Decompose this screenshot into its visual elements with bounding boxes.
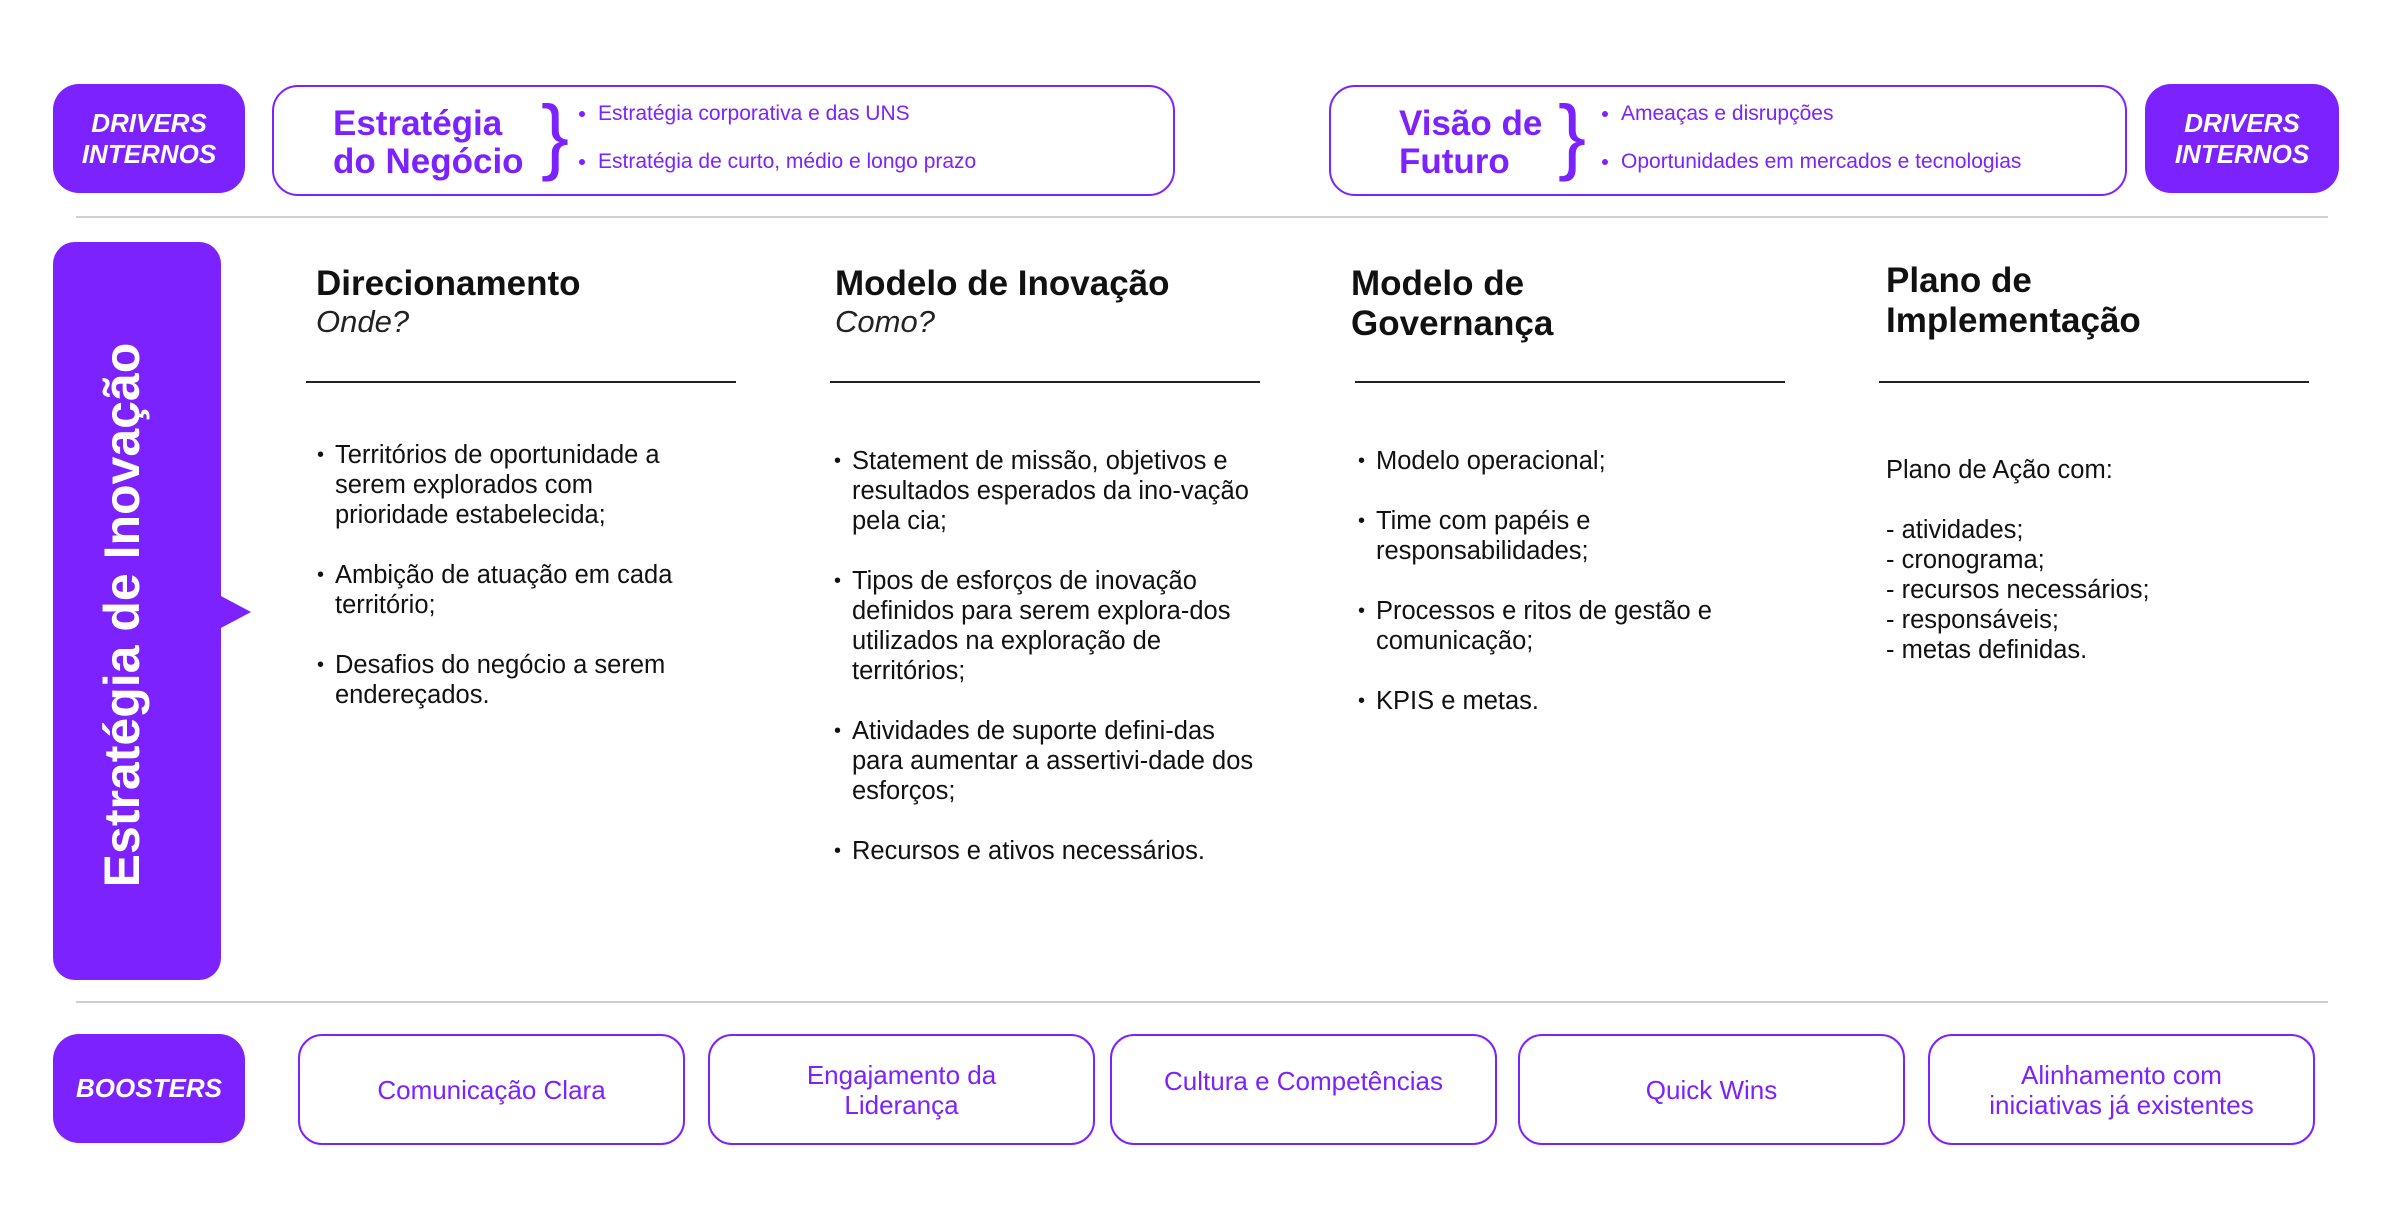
booster-comunicacao <box>298 1034 685 1145</box>
list-item: • Desafios do negócio a serem endereçados. <box>335 650 713 710</box>
column-underline <box>830 381 1260 383</box>
list-item: • Territórios de oportunidade a serem explorados com prioridade estabelecida; <box>335 440 713 530</box>
booster-quick-wins <box>1518 1034 1905 1145</box>
drivers-internos-right-badge <box>2145 84 2339 193</box>
column-underline <box>1879 381 2309 383</box>
column-subtitle: Como? <box>835 304 935 339</box>
estrategia-negocio-box <box>272 85 1175 196</box>
list-item: - responsáveis; <box>1886 606 2059 634</box>
column-plano-implementacao-list <box>1886 455 2306 665</box>
banner-arrow-icon <box>219 595 251 629</box>
column-direcionamento-list <box>313 440 713 740</box>
column-underline <box>1355 381 1785 383</box>
visao-futuro-list <box>1603 102 2103 198</box>
column-plano-implementacao <box>1886 261 2141 341</box>
drivers-left-line1: DRIVERS <box>91 107 207 138</box>
visao-futuro-title-line2: Futuro <box>1399 142 1510 181</box>
column-title-line1: Plano de <box>1886 261 2032 300</box>
list-item: • KPIS e metas. <box>1376 686 1784 716</box>
booster-label: Cultura e Competências <box>1164 1065 1443 1096</box>
list-item: • Estratégia corporativa e das UNS <box>598 102 1140 126</box>
booster-cultura <box>1110 1034 1497 1145</box>
column-modelo-inovacao-list <box>830 446 1260 896</box>
list-item: • Atividades de suporte defini-das para aumentar a assertivi-dade dos esforços; <box>852 716 1260 806</box>
visao-futuro-box <box>1329 85 2127 196</box>
column-modelo-governanca-list <box>1354 446 1784 746</box>
visao-futuro-title <box>1399 105 1542 181</box>
brace-icon: } <box>541 88 570 182</box>
booster-label: Alinhamento com iniciativas já existentes <box>1989 1059 2254 1120</box>
drivers-right-line2: INTERNOS <box>2174 138 2310 169</box>
list-item: • Ameaças e disrupções <box>1621 102 2103 126</box>
column-modelo-governanca <box>1351 264 1553 344</box>
bottom-divider <box>76 1001 2328 1003</box>
booster-engajamento <box>708 1034 1095 1145</box>
column-modelo-inovacao <box>835 264 1170 340</box>
estrategia-negocio-title-line2: do Negócio <box>333 142 524 181</box>
list-item: • Recursos e ativos necessários. <box>852 836 1260 866</box>
estrategia-negocio-title-line1: Estratégia <box>333 104 503 143</box>
visao-futuro-title-line1: Visão de <box>1399 104 1543 143</box>
booster-label: Engajamento da Liderança <box>806 1059 997 1120</box>
plano-intro: Plano de Ação com: <box>1886 456 2113 484</box>
column-subtitle: Onde? <box>316 304 410 339</box>
estrategia-negocio-title <box>333 105 524 181</box>
drivers-left-line2: INTERNOS <box>81 138 217 169</box>
list-item: - recursos necessários; <box>1886 576 2150 604</box>
boosters-label: BOOSTERS <box>76 1073 222 1103</box>
column-title-line1: Modelo de <box>1351 264 1525 303</box>
top-divider <box>76 216 2328 218</box>
list-item: • Estratégia de curto, médio e longo prazo <box>598 150 1140 174</box>
booster-alinhamento <box>1928 1034 2315 1145</box>
list-item: - atividades; <box>1886 516 2024 544</box>
column-title: Direcionamento <box>316 264 581 303</box>
booster-label: Comunicação Clara <box>377 1074 606 1105</box>
list-item: - cronograma; <box>1886 546 2045 574</box>
list-item: • Tipos de esforços de inovação definidos para serem explora-dos utilizados na exploração de territórios; <box>852 566 1260 686</box>
list-item: • Processos e ritos de gestão e comunicação; <box>1376 596 1784 656</box>
column-direcionamento <box>316 264 581 340</box>
estrategia-inovacao-label: Estratégia de Inovação <box>94 342 150 888</box>
drivers-internos-left-badge <box>53 84 245 193</box>
list-item: • Statement de missão, objetivos e resultados esperados da ino-vação pela cia; <box>852 446 1260 536</box>
brace-icon: } <box>1558 88 1587 182</box>
column-title-line2: Governança <box>1351 304 1554 343</box>
column-title: Modelo de Inovação <box>835 264 1170 303</box>
list-item: • Ambição de atuação em cada território; <box>335 560 713 620</box>
column-title-line2: Implementação <box>1886 301 2141 340</box>
boosters-badge <box>53 1034 245 1143</box>
list-item: • Modelo operacional; <box>1376 446 1784 476</box>
estrategia-negocio-list <box>580 102 1140 198</box>
booster-label: Quick Wins <box>1645 1074 1778 1105</box>
list-item: • Time com papéis e responsabilidades; <box>1376 506 1784 566</box>
list-item: - metas definidas. <box>1886 636 2088 664</box>
drivers-right-line1: DRIVERS <box>2184 107 2300 138</box>
column-underline <box>306 381 736 383</box>
list-item: • Oportunidades em mercados e tecnologias <box>1621 150 2103 174</box>
